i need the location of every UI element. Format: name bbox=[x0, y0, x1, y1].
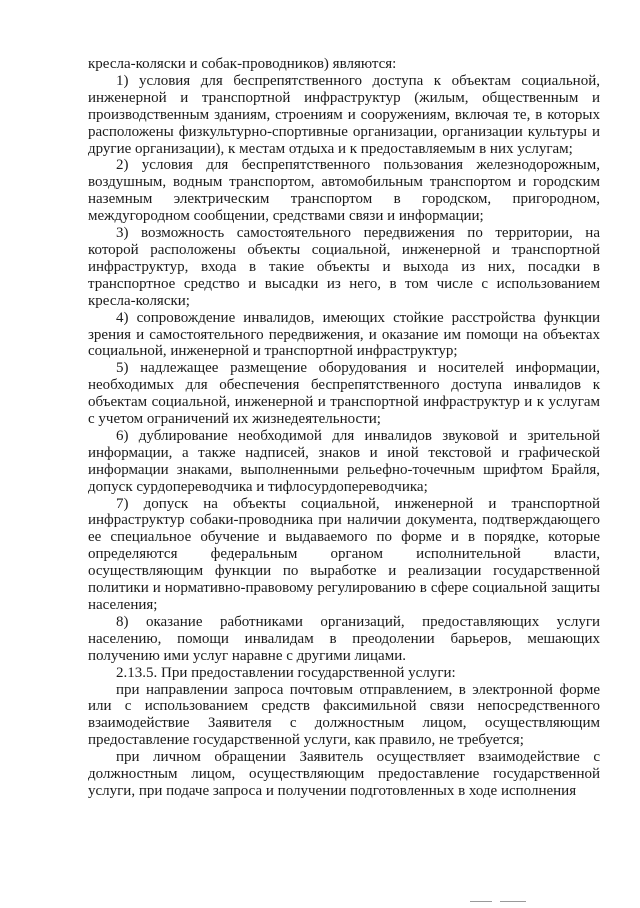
paragraph-intro-continuation: кресла-коляски и собак-проводников) являются: bbox=[88, 56, 397, 72]
document-body bbox=[88, 56, 600, 800]
paragraph-item-8: 8) оказание работниками организаций, предоставляющих услуги населению, помощи инвалидам в преодолении барьеров, мешающих получению ими услуг наравне с другими лицами. bbox=[88, 613, 600, 664]
scan-artifact-line bbox=[470, 901, 492, 902]
paragraph-personal-request: при личном обращении Заявитель осуществляет взаимодействие с должностным лицом, осуществляющим предоставление государственной услуги, при подаче запроса и получении подготовленных в ходе исполнения bbox=[88, 749, 600, 799]
paragraph-item-7: 7) допуск на объекты социальной, инженерной и транспортной инфраструктур собаки-проводника при наличии документа, подтверждающего ее специальное обучение и выдаваемого по форме и в порядке, которые определяются федеральным органом исполнительной власти, осуществляющим функции по выработке и реализации государственной политики и нормативно-правовому регулированию в сфере социальной защиты населения; bbox=[88, 495, 600, 613]
paragraph-item-3: 3) возможность самостоятельного передвижения по территории, на которой расположены объекты социальной, инженерной и транспортной инфраструктур, входа в такие объекты и выхода из них, посадки в транспортное средство и высадки из него, в том числе с использованием кресла-коляски; bbox=[88, 225, 600, 309]
paragraph-item-5: 5) надлежащее размещение оборудования и носителей информации, необходимых для обеспечения беспрепятственного доступа инвалидов к объектам социальной, инженерной и транспортной инфраструктур и к услугам с учетом ограничений их жизнедеятельности; bbox=[88, 360, 600, 428]
paragraph-item-1: 1) условия для беспрепятственного доступа к объектам социальной, инженерной и транспортной инфраструктур (жилым, общественным и производственным зданиям, строениям и сооружениям, включая те, в которых расположены физкультурно-спортивные организации, организации культуры и другие организации), к местам отдыха и к предоставляемым в них услугам; bbox=[88, 72, 600, 157]
paragraph-section-2-13-5: 2.13.5. При предоставлении государственной услуги: bbox=[116, 664, 456, 681]
paragraph-item-6: 6) дублирование необходимой для инвалидов звуковой и зрительной информации, а также надписей, знаков и иной текстовой и графической информации знаками, выполненными рельефно-точечным шрифтом Брайля, допуск сурдопереводчика и тифлосурдопереводчика; bbox=[88, 427, 600, 495]
paragraph-postal-request: при направлении запроса почтовым отправлением, в электронной форме или с использованием средств факсимильной связи непосредственного взаимодействие Заявителя с должностным лицом, осуществляющим предоставление государственной услуги, как правило, не требуется; bbox=[88, 681, 600, 749]
paragraph-item-2: 2) условия для беспрепятственного пользования железнодорожным, воздушным, водным транспортом, автомобильным транспортом и городским наземным электрическим транспортом в городском, пригородном, междугородном сообщении, средствами связи и информации; bbox=[88, 157, 600, 225]
paragraph-item-4: 4) сопровождение инвалидов, имеющих стойкие расстройства функции зрения и самостоятельного передвижения, и оказание им помощи на объектах социальной, инженерной и транспортной инфраструктур; bbox=[88, 309, 600, 360]
scan-artifact-line bbox=[500, 901, 526, 902]
